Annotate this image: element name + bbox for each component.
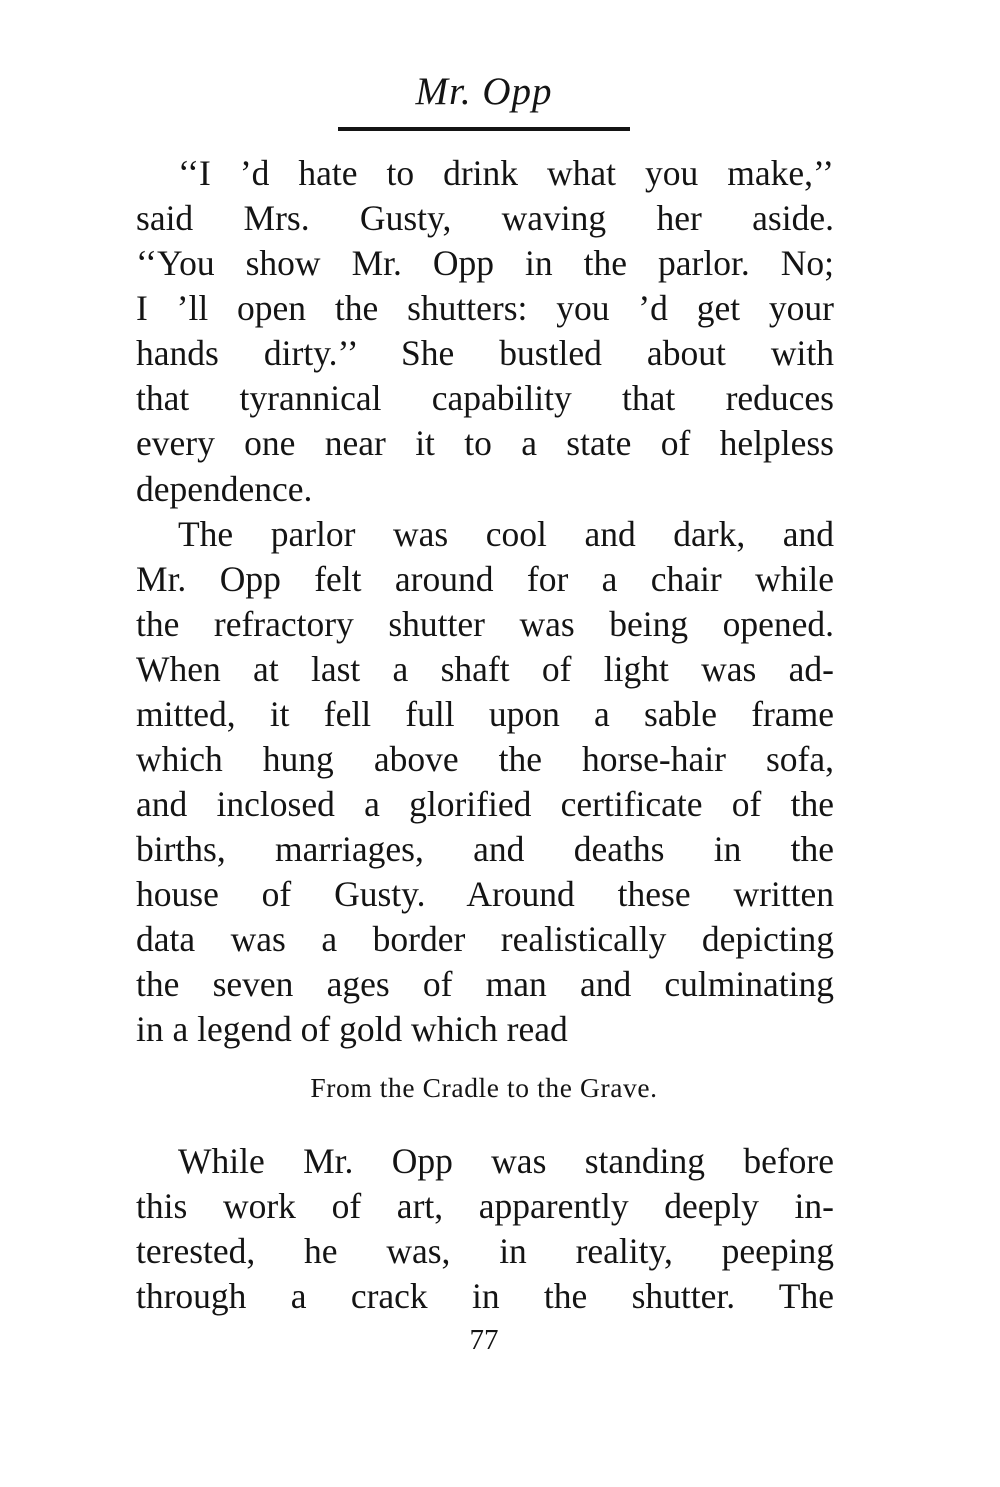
text-line: this work of art, apparently deeply in- xyxy=(136,1186,834,1226)
text-line: Mr. Opp felt around for a chair while xyxy=(136,559,834,599)
text-line: and inclosed a glorified certificate of the xyxy=(136,784,834,824)
text-line: data was a border realistically depicting xyxy=(136,919,834,959)
text-line: the refractory shutter was being opened. xyxy=(136,604,834,644)
text-line: house of Gusty. Around these written xyxy=(136,874,834,914)
text-line: hands dirty.’’ She bustled about with xyxy=(136,333,834,373)
text-line: The parlor was cool and dark, and xyxy=(178,514,834,554)
text-line: through a crack in the shutter. The xyxy=(136,1276,834,1316)
text-line: the seven ages of man and culminating xyxy=(136,964,834,1004)
text-line: births, marriages, and deaths in the xyxy=(136,829,834,869)
text-line: every one near it to a state of helpless xyxy=(136,423,834,463)
page-number: 77 xyxy=(469,1324,499,1356)
text-line: ‘‘I ’d hate to drink what you make,’’ xyxy=(178,153,834,193)
inscription-line: From the Cradle to the Grave. xyxy=(310,1072,658,1103)
text-line: mitted, it fell full upon a sable frame xyxy=(136,694,834,734)
text-line: which hung above the horse-hair sofa, xyxy=(136,739,834,779)
running-head: Mr. Opp xyxy=(415,70,553,113)
text-line: in a legend of gold which read xyxy=(136,1009,568,1049)
text-line: terested, he was, in reality, peeping xyxy=(136,1231,834,1271)
text-line: When at last a shaft of light was ad- xyxy=(136,649,834,689)
text-line: dependence. xyxy=(136,469,313,509)
header-rule xyxy=(338,127,630,131)
text-line: that tyrannical capability that reduces xyxy=(136,378,834,418)
text-line: ‘‘You show Mr. Opp in the parlor. No; xyxy=(136,243,834,283)
text-line: I ’ll open the shutters: you ’d get your xyxy=(136,288,834,328)
text-line: said Mrs. Gusty, waving her aside. xyxy=(136,198,834,238)
text-line: While Mr. Opp was standing before xyxy=(178,1141,834,1181)
